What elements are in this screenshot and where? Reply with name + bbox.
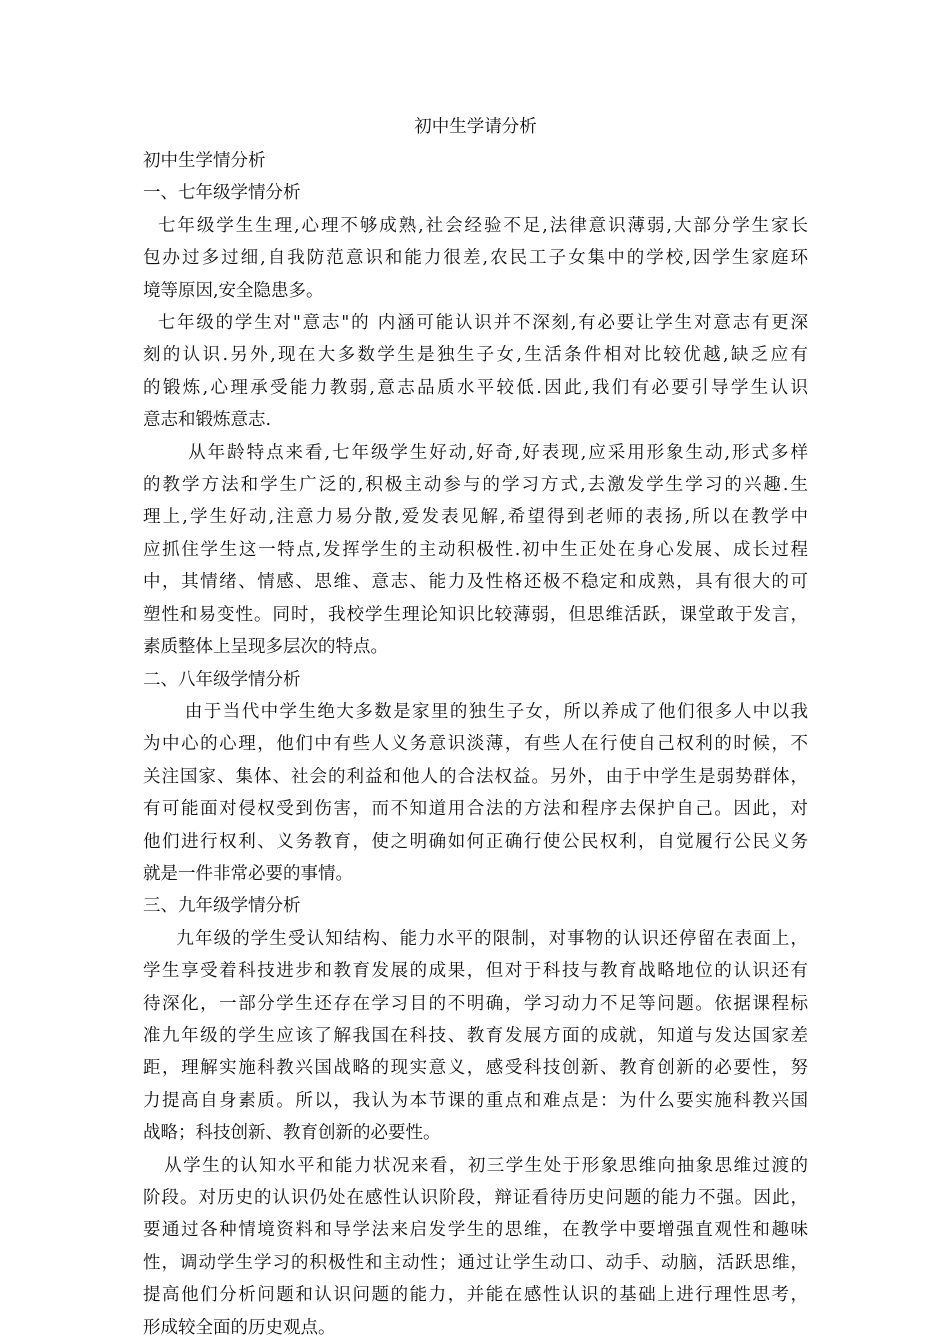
paragraph-line: 有可能面对侵权受到伤害，而不知道用合法的方法和程序去保护自己。因此，对 (143, 799, 808, 820)
section-heading-grade8: 二、八年级学情分析 (143, 669, 301, 690)
paragraph-grade8-1 (143, 696, 808, 890)
paragraph-line: 包办过多过细,自我防范意识和能力很差,农民工子女集中的学校,因学生家庭环 (143, 248, 808, 269)
paragraph-line: 力提高自身素质。所以，我认为本节课的重点和难点是：为什么要实施科教兴国 (143, 1090, 808, 1111)
paragraph-grade9-1 (143, 923, 808, 1150)
paragraph-line: 从学生的认知水平和能力状况来看，初三学生处于形象思维向抽象思维过渡的 (143, 1155, 808, 1176)
paragraph-line: 就是一件非常必要的事情。 (143, 863, 353, 884)
paragraph-line: 准九年级的学生应该了解我国在科技、教育发展方面的成就，知道与发达国家差 (143, 1025, 808, 1046)
paragraph-line: 的教学方法和学生广泛的,积极主动参与的学习方式,去激发学生学习的兴趣.生 (143, 475, 808, 496)
paragraph-line: 理上,学生好动,注意力易分散,爱发表见解,希望得到老师的表扬,所以在教学中 (143, 507, 808, 528)
paragraph-line: 的锻炼,心理承受能力教弱,意志品质水平较低.因此,我们有必要引导学生认识 (143, 377, 808, 398)
paragraph-line: 战略；科技创新、教育创新的必要性。 (143, 1123, 441, 1144)
paragraph-line: 形成较全面的历史观点。 (143, 1317, 336, 1338)
paragraph-line: 他们进行权利、义务教育，使之明确如何正确行使公民权利，自觉履行公民义务 (143, 831, 808, 852)
paragraph-line: 关注国家、集体、社会的利益和他人的合法权益。另外，由于中学生是弱势群体， (143, 766, 808, 787)
paragraph-line: 刻的认识.另外,现在大多数学生是独生子女,生活条件相对比较优越,缺乏应有 (143, 345, 808, 366)
section-heading-grade7: 一、七年级学情分析 (143, 183, 301, 204)
paragraph-line: 性，调动学生学习的积极性和主动性；通过让学生动口、动手、动脑，活跃思维， (143, 1252, 808, 1273)
paragraph-line: 提高他们分析问题和认识问题的能力，并能在感性认识的基础上进行理性思考， (143, 1285, 808, 1306)
paragraph-line: 七年级的学生对"意志"的 内涵可能认识并不深刻,有必要让学生对意志有更深 (143, 313, 808, 334)
paragraph-line: 素质整体上呈现多层次的特点。 (143, 637, 388, 658)
paragraph-line: 塑性和易变性。同时，我校学生理论知识比较薄弱，但思维活跃，课堂敢于发言， (143, 604, 808, 625)
paragraph-line: 境等原因,安全隐患多。 (143, 280, 324, 301)
paragraph-line: 学生享受着科技进步和教育发展的成果，但对于科技与教育战略地位的认识还有 (143, 961, 808, 982)
paragraph-line: 应抓住学生这一特点,发挥学生的主动积极性.初中生正处在身心发展、成长过程 (143, 539, 808, 560)
paragraph-grade7-3 (143, 437, 808, 664)
paragraph-line: 意志和锻炼意志. (143, 410, 272, 431)
paragraph-line: 要通过各种情境资料和导学法来启发学生的思维，在教学中要增强直观性和趣味 (143, 1220, 808, 1241)
paragraph-line: 阶段。对历史的认识仍处在感性认识阶段，辩证看待历史问题的能力不强。因此， (143, 1188, 808, 1208)
paragraph-line: 九年级的学生受认知结构、能力水平的限制，对事物的认识还停留在表面上， (143, 928, 808, 949)
paragraph-grade7-1 (143, 210, 808, 307)
paragraph-line: 七年级学生生理,心理不够成熟,社会经验不足,法律意识薄弱,大部分学生家长 (143, 215, 808, 236)
document-title: 初中生学请分析 (414, 117, 537, 137)
paragraph-line: 由于当代中学生绝大多数是家里的独生子女，所以养成了他们很多人中以我 (143, 701, 808, 722)
paragraph-line: 距，理解实施科教兴国战略的现实意义，感受科技创新、教育创新的必要性，努 (143, 1058, 808, 1079)
document-subtitle: 初中生学情分析 (143, 151, 266, 171)
paragraph-line: 为中心的心理，他们中有些人义务意识淡薄，有些人在行使自己权利的时候，不 (143, 734, 808, 755)
paragraph-line: 待深化，一部分学生还存在学习目的不明确，学习动力不足等问题。依据课程标 (143, 993, 808, 1014)
paragraph-grade7-2 (143, 307, 808, 437)
paragraph-grade9-2 (143, 1150, 808, 1344)
document-page (143, 111, 808, 1344)
section-heading-grade9: 三、九年级学情分析 (143, 896, 301, 917)
paragraph-line: 从年龄特点来看,七年级学生好动,好奇,好表现,应采用形象生动,形式多样 (143, 442, 808, 463)
paragraph-line: 中，其情绪、情感、思维、意志、能力及性格还极不稳定和成熟，具有很大的可 (143, 572, 808, 593)
